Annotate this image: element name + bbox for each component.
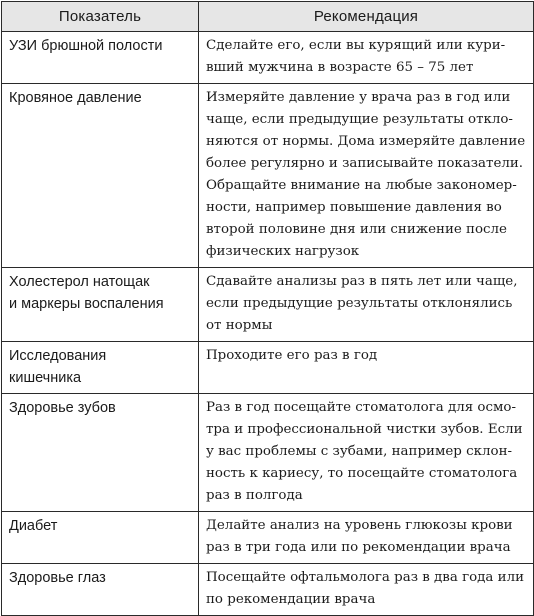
- recommendation-cell: [199, 342, 534, 394]
- recommendation-text-line: физических нагрузок: [206, 244, 360, 259]
- recommendation-text-line: няются от нормы. Дома измеряйте давление: [206, 134, 526, 149]
- table-row: [2, 564, 534, 616]
- indicator-cell: [2, 512, 199, 564]
- indicator-cell: [2, 394, 199, 512]
- indicator-text-line: Кровяное давление: [9, 90, 142, 106]
- recommendation-cell: [199, 268, 534, 342]
- indicator-text-line: Исследования: [9, 348, 107, 364]
- recommendation-text-line: чаще, если предыдущие результаты откло-: [206, 112, 513, 127]
- header-recommendation: Рекомендация: [199, 2, 534, 32]
- recommendation-text-line: Проходите его раз в год: [206, 348, 378, 363]
- recommendation-text-line: второй половине дня или снижение после: [206, 222, 507, 237]
- recommendation-text-line: ности, например повышение давления во: [206, 200, 502, 215]
- recommendation-cell: [199, 32, 534, 84]
- recommendation-cell: [199, 512, 534, 564]
- recommendation-text-line: раз в три года или по рекомендации врача: [206, 540, 511, 555]
- recommendation-text-line: Обращайте внимание на любые закономер-: [206, 178, 517, 193]
- table-row: [2, 394, 534, 512]
- recommendation-text-line: от нормы: [206, 318, 273, 333]
- recommendation-text-line: вший мужчина в возрасте 65 – 75 лет: [206, 60, 474, 75]
- indicator-text-line: кишечника: [9, 370, 82, 386]
- indicator-cell: [2, 564, 199, 616]
- indicator-text-line: Здоровье глаз: [9, 570, 106, 586]
- table-row: [2, 268, 534, 342]
- table-row: [2, 512, 534, 564]
- recommendation-text-line: тра и профессиональной чистки зубов. Если: [206, 422, 523, 437]
- table-row: [2, 342, 534, 394]
- recommendation-text-line: по рекомендации врача: [206, 592, 376, 607]
- table-header-row: [2, 2, 534, 32]
- recommendation-text-line: Раз в год посещайте стоматолога для осмо-: [206, 400, 516, 415]
- recommendation-cell: [199, 84, 534, 268]
- table-body: [2, 32, 534, 616]
- recommendations-table: [1, 1, 534, 616]
- indicator-text-line: УЗИ брюшной полости: [9, 38, 163, 54]
- indicator-cell: [2, 342, 199, 394]
- recommendation-text-line: если предыдущие результаты отклонялись: [206, 296, 513, 311]
- recommendation-text-line: Посещайте офтальмолога раз в два года или: [206, 570, 524, 585]
- indicator-text-line: Здоровье зубов: [9, 400, 116, 416]
- recommendation-text-line: ность к кариесу, то посещайте стоматолога: [206, 466, 518, 481]
- header-indicator: Показатель: [2, 2, 199, 32]
- recommendation-text-line: Сделайте его, если вы курящий или кури-: [206, 38, 506, 53]
- recommendation-text-line: раз в полгода: [206, 488, 303, 503]
- indicator-cell: [2, 268, 199, 342]
- indicator-text-line: Холестерол натощак: [9, 274, 150, 290]
- indicator-text-line: Диабет: [9, 518, 58, 534]
- recommendation-text-line: Делайте анализ на уровень глюкозы крови: [206, 518, 513, 533]
- recommendation-cell: [199, 564, 534, 616]
- recommendation-text-line: у вас проблемы с зубами, например склон-: [206, 444, 513, 459]
- recommendation-cell: [199, 394, 534, 512]
- indicator-cell: [2, 84, 199, 268]
- recommendation-text-line: Измеряйте давление у врача раз в год или: [206, 90, 511, 105]
- table-row: [2, 32, 534, 84]
- indicator-text-line: и маркеры воспаления: [9, 296, 164, 312]
- indicator-cell: [2, 32, 199, 84]
- recommendation-text-line: Сдавайте анализы раз в пять лет или чаще,: [206, 274, 518, 289]
- recommendation-text-line: более регулярно и записывайте показатели.: [206, 156, 524, 171]
- table-row: [2, 84, 534, 268]
